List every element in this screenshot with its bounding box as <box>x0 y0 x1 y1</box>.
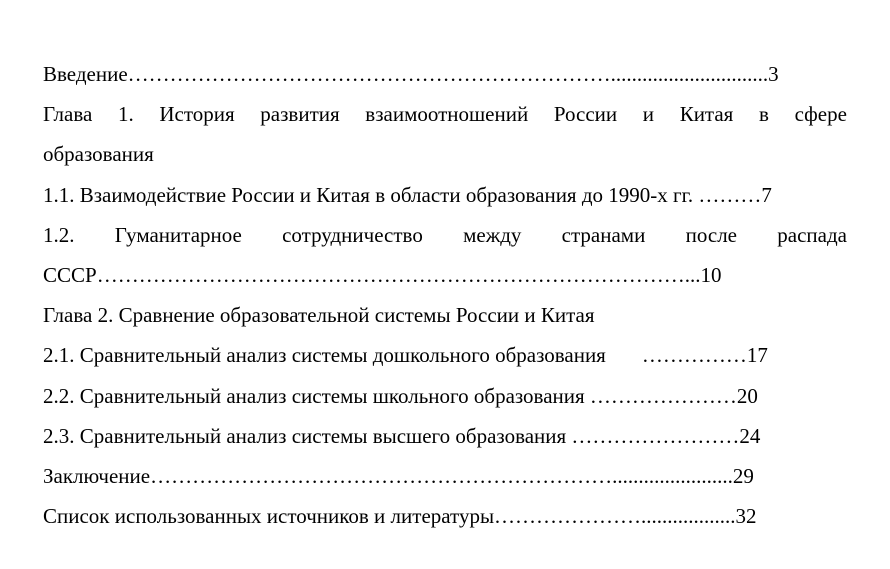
toc-entry-section-2-3: 2.3. Сравнительный анализ системы высшего образования ……………………24 <box>43 423 761 448</box>
toc-entry-section-2-1 <box>43 335 847 375</box>
toc-word: в <box>759 102 769 127</box>
table-of-contents <box>43 54 847 536</box>
toc-entry-chapter-2: Глава 2. Сравнение образовательной системы России и Китая <box>43 303 595 328</box>
toc-word: распада <box>777 222 847 247</box>
toc-entry-leader: ……………17 <box>641 343 768 368</box>
toc-entry-section-1-2-line-2: СССР…………………………………………………………………………...10 <box>43 262 722 287</box>
toc-entry-chapter-1-line-1 <box>43 94 847 134</box>
toc-word: История <box>159 102 235 127</box>
toc-word: Китая <box>679 102 734 127</box>
toc-word: Глава <box>43 102 93 127</box>
toc-entry-conclusion: Заключение………………………………………………………….......................29 <box>43 463 754 488</box>
toc-word: странами <box>561 222 646 247</box>
toc-word: взаимоотношений <box>365 102 529 127</box>
toc-entry-section-1-2-line-1 <box>43 215 847 255</box>
toc-entry-section-2-2: 2.2. Сравнительный анализ системы школьного образования …………………20 <box>43 383 758 408</box>
toc-entry-introduction: Введение……………………………………………………………..............................3 <box>43 62 779 86</box>
toc-word: сотрудничество <box>282 222 423 247</box>
toc-word: и <box>642 102 655 127</box>
toc-word: сфере <box>794 102 847 127</box>
toc-word: Гуманитарное <box>114 222 242 247</box>
toc-word: развития <box>260 102 340 127</box>
toc-word: между <box>463 222 522 247</box>
toc-word: России <box>553 102 618 127</box>
toc-entry-bibliography: Список использованных источников и литературы…………………..................32 <box>43 504 757 529</box>
toc-entry-chapter-1-line-2: образования <box>43 142 154 167</box>
toc-word: 1.2. <box>43 222 75 247</box>
toc-entry-section-1-1: 1.1. Взаимодействие России и Китая в области образования до 1990-х гг. ………7 <box>43 182 772 207</box>
toc-word: 1. <box>117 102 134 127</box>
toc-entry-text: 2.1. Сравнительный анализ системы дошкольного образования <box>43 343 606 368</box>
toc-word: после <box>685 222 737 247</box>
